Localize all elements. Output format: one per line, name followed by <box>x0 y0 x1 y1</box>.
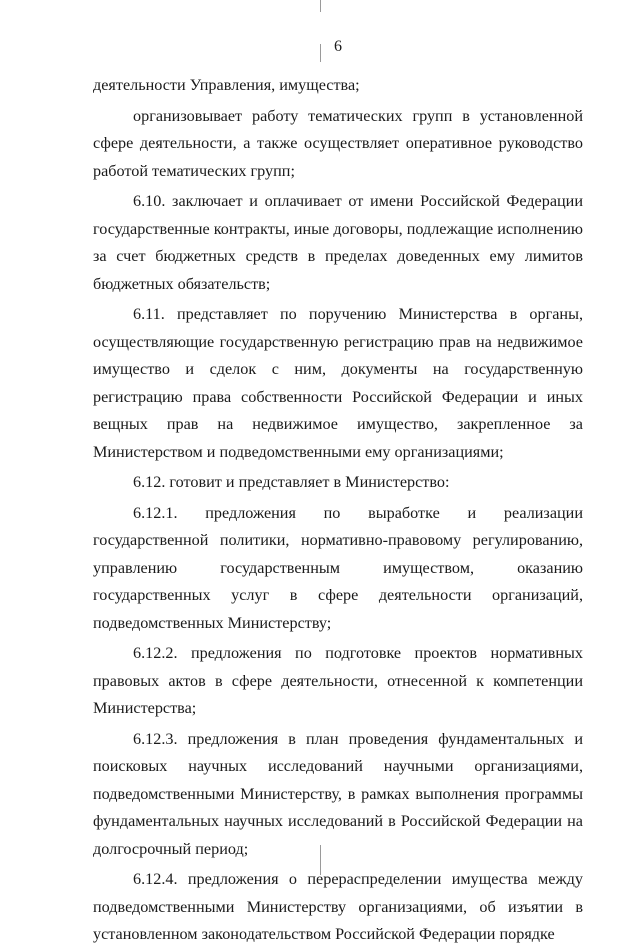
paragraph: 6.12.3. предложения в план проведения фундаментальных и поисковых научных исследований научными организациями, подведомственными Министерству, в рамках выполнения программы фундаментальных научных исследований в Российской Федерации на долгосрочный период; <box>93 729 583 858</box>
page-number: 6 <box>334 38 342 55</box>
paragraph: 6.11. представляет по поручению Министерства в органы, осуществляющие государственную регистрацию прав на недвижимое имущество и сделок с ним, документы на государственную регистрацию права собственности Российской Федерации и иных вещных прав на недвижимое имущество, закрепленное за Министерством и подведомственными ему организациями; <box>93 305 583 461</box>
document-body <box>93 72 583 952</box>
paragraph: 6.12. готовит и представляет в Министерство: <box>133 473 450 491</box>
paragraph: 6.12.1. предложения по выработке и реализации государственной политики, нормативно-правовому регулированию, управлению государственным имуществом, оказанию государственных услуг в сфере деятельности организаций, подведомственных Министерству; <box>93 503 583 632</box>
paragraph: 6.12.2. предложения по подготовке проектов нормативных правовых актов в сфере деятельности, отнесенной к компетенции Министерства; <box>93 644 583 717</box>
paragraph: 6.10. заключает и оплачивает от имени Российской Федерации государственные контракты, иные договоры, подлежащие исполнению за счет бюджетных средств в пределах доведенных ему лимитов бюджетных обязательств; <box>93 192 583 293</box>
paragraph: деятельности Управления, имущества; <box>93 76 360 94</box>
paragraph: организовывает работу тематических групп в установленной сфере деятельности, а также осуществляет оперативное руководство работой тематических групп; <box>93 106 583 180</box>
scan-fold-mark <box>320 0 321 12</box>
paragraph: 6.12.4. предложения о перераспределении имущества между подведомственными Министерству организациями, об изъятии в установленном законодательством Российской Федерации порядке <box>93 870 583 943</box>
scan-fold-mark <box>320 44 321 62</box>
